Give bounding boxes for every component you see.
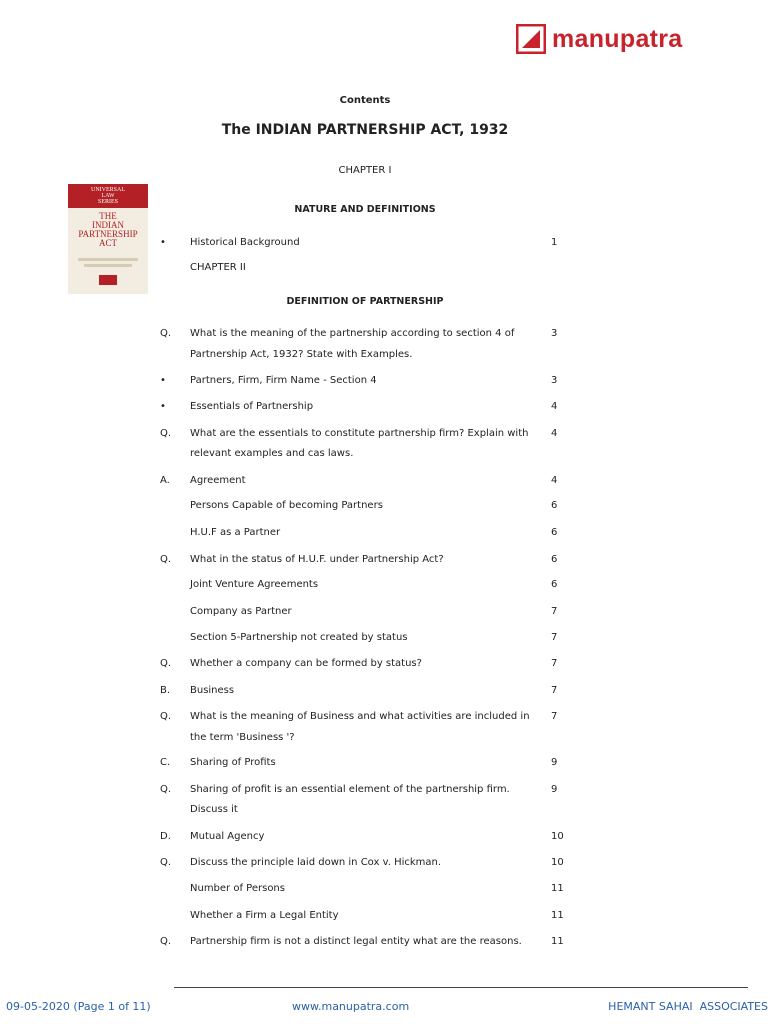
manupatra-logo: [516, 22, 683, 56]
cover-book-title: THE INDIAN PARTNERSHIP ACT: [78, 211, 138, 248]
book-cover-image: [68, 184, 148, 294]
cover-publisher-logo: [99, 275, 117, 285]
manupatra-logo-icon: [516, 24, 546, 54]
chapter-one-heading: CHAPTER I: [338, 165, 392, 176]
footer-date-page: 09-05-2020 (Page 1 of 11): [6, 1000, 151, 1013]
footer-divider: [174, 987, 748, 988]
footer-website-link[interactable]: www.manupatra.com: [292, 1000, 410, 1013]
section-definition-partnership: DEFINITION OF PARTNERSHIP: [286, 296, 444, 307]
logo-wordmark: manupatra: [552, 24, 683, 53]
cover-series-band: UNIVERSAL LAW SERIES: [68, 184, 148, 208]
footer-firm: HEMANT SAHAI ASSOCIATES: [608, 1000, 768, 1013]
contents-heading: Contents: [339, 95, 391, 106]
section-nature-definitions: NATURE AND DEFINITIONS: [294, 204, 436, 215]
document-title: The INDIAN PARTNERSHIP ACT, 1932: [221, 122, 509, 138]
